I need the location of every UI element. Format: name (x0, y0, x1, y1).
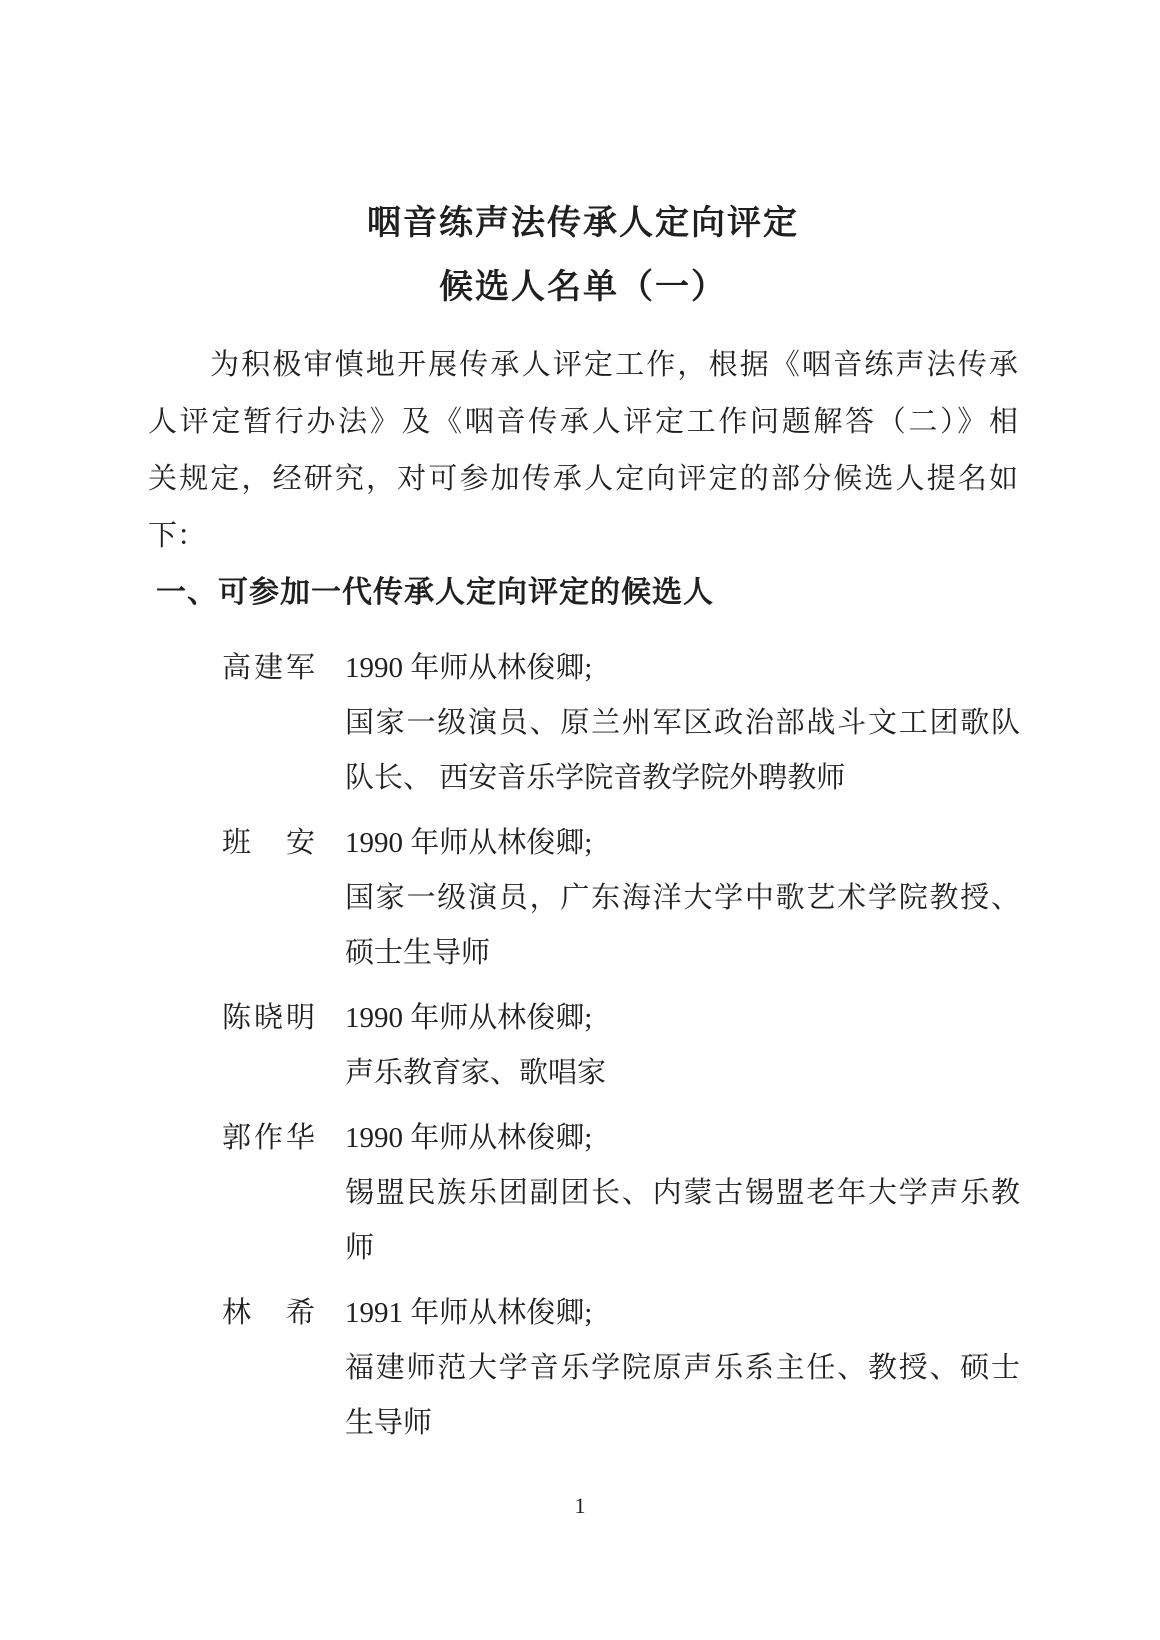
candidate-detail-line: 队长、 西安音乐学院音教学院外聘教师 (345, 762, 846, 794)
candidate-detail-line: 1991 年师从林俊卿; (345, 1297, 593, 1329)
intro-line: 下： (148, 520, 207, 552)
candidate-detail-line: 福建师范大学音乐学院原声乐系主任、教授、硕士 (345, 1352, 1020, 1384)
candidate-detail-line: 硕士生导师 (345, 937, 491, 969)
candidate-detail-line: 1990 年师从林俊卿; (345, 652, 593, 684)
intro-line: 关规定，经研究，对可参加传承人定向评定的部分候选人提名如 (148, 463, 1018, 495)
doc-title-line2: 候选人名单（一） (439, 269, 727, 306)
candidate-detail-line: 国家一级演员、原兰州军区政治部战斗文工团歌队 (345, 707, 1020, 739)
candidate-list (148, 641, 1018, 1451)
candidate-name: 班 安 (222, 827, 315, 859)
candidate-detail-line: 师 (345, 1232, 375, 1264)
candidate-entry (148, 1286, 1018, 1451)
candidate-entry (148, 816, 1018, 981)
intro-paragraph (148, 337, 1018, 565)
candidate-detail-line: 声乐教育家、歌唱家 (345, 1057, 607, 1089)
candidate-details (345, 816, 1020, 981)
candidate-detail-line: 1990 年师从林俊卿; (345, 1002, 593, 1034)
page-number: 1 (574, 1493, 586, 1518)
candidate-detail-line: 国家一级演员，广东海洋大学中歌艺术学院教授、 (345, 882, 1020, 914)
candidate-entry (148, 991, 1018, 1101)
candidate-detail-line: 生导师 (345, 1407, 433, 1439)
intro-line: 为积极审慎地开展传承人评定工作，根据《咽音练声法传承 (210, 349, 1018, 381)
candidate-name: 高建军 (222, 652, 315, 684)
candidate-name: 林 希 (222, 1297, 315, 1329)
candidate-detail-line: 锡盟民族乐团副团长、内蒙古锡盟老年大学声乐教 (345, 1177, 1020, 1209)
candidate-entry (148, 641, 1018, 806)
candidate-detail-line: 1990 年师从林俊卿; (345, 827, 593, 859)
candidate-name: 郭作华 (222, 1122, 315, 1154)
section-heading: 一、可参加一代传承人定向评定的候选人 (156, 576, 714, 609)
candidate-entry (148, 1111, 1018, 1276)
candidate-detail-line: 1990 年师从林俊卿; (345, 1122, 593, 1154)
candidate-details (345, 641, 1020, 806)
doc-title-line1: 咽音练声法传承人定向评定 (367, 205, 799, 242)
candidate-details (345, 1286, 1020, 1451)
candidate-name: 陈晓明 (222, 1002, 315, 1034)
candidate-details (345, 1111, 1020, 1276)
candidate-details (345, 991, 1020, 1101)
intro-line: 人评定暂行办法》及《咽音传承人评定工作问题解答（二）》相 (148, 406, 1018, 438)
